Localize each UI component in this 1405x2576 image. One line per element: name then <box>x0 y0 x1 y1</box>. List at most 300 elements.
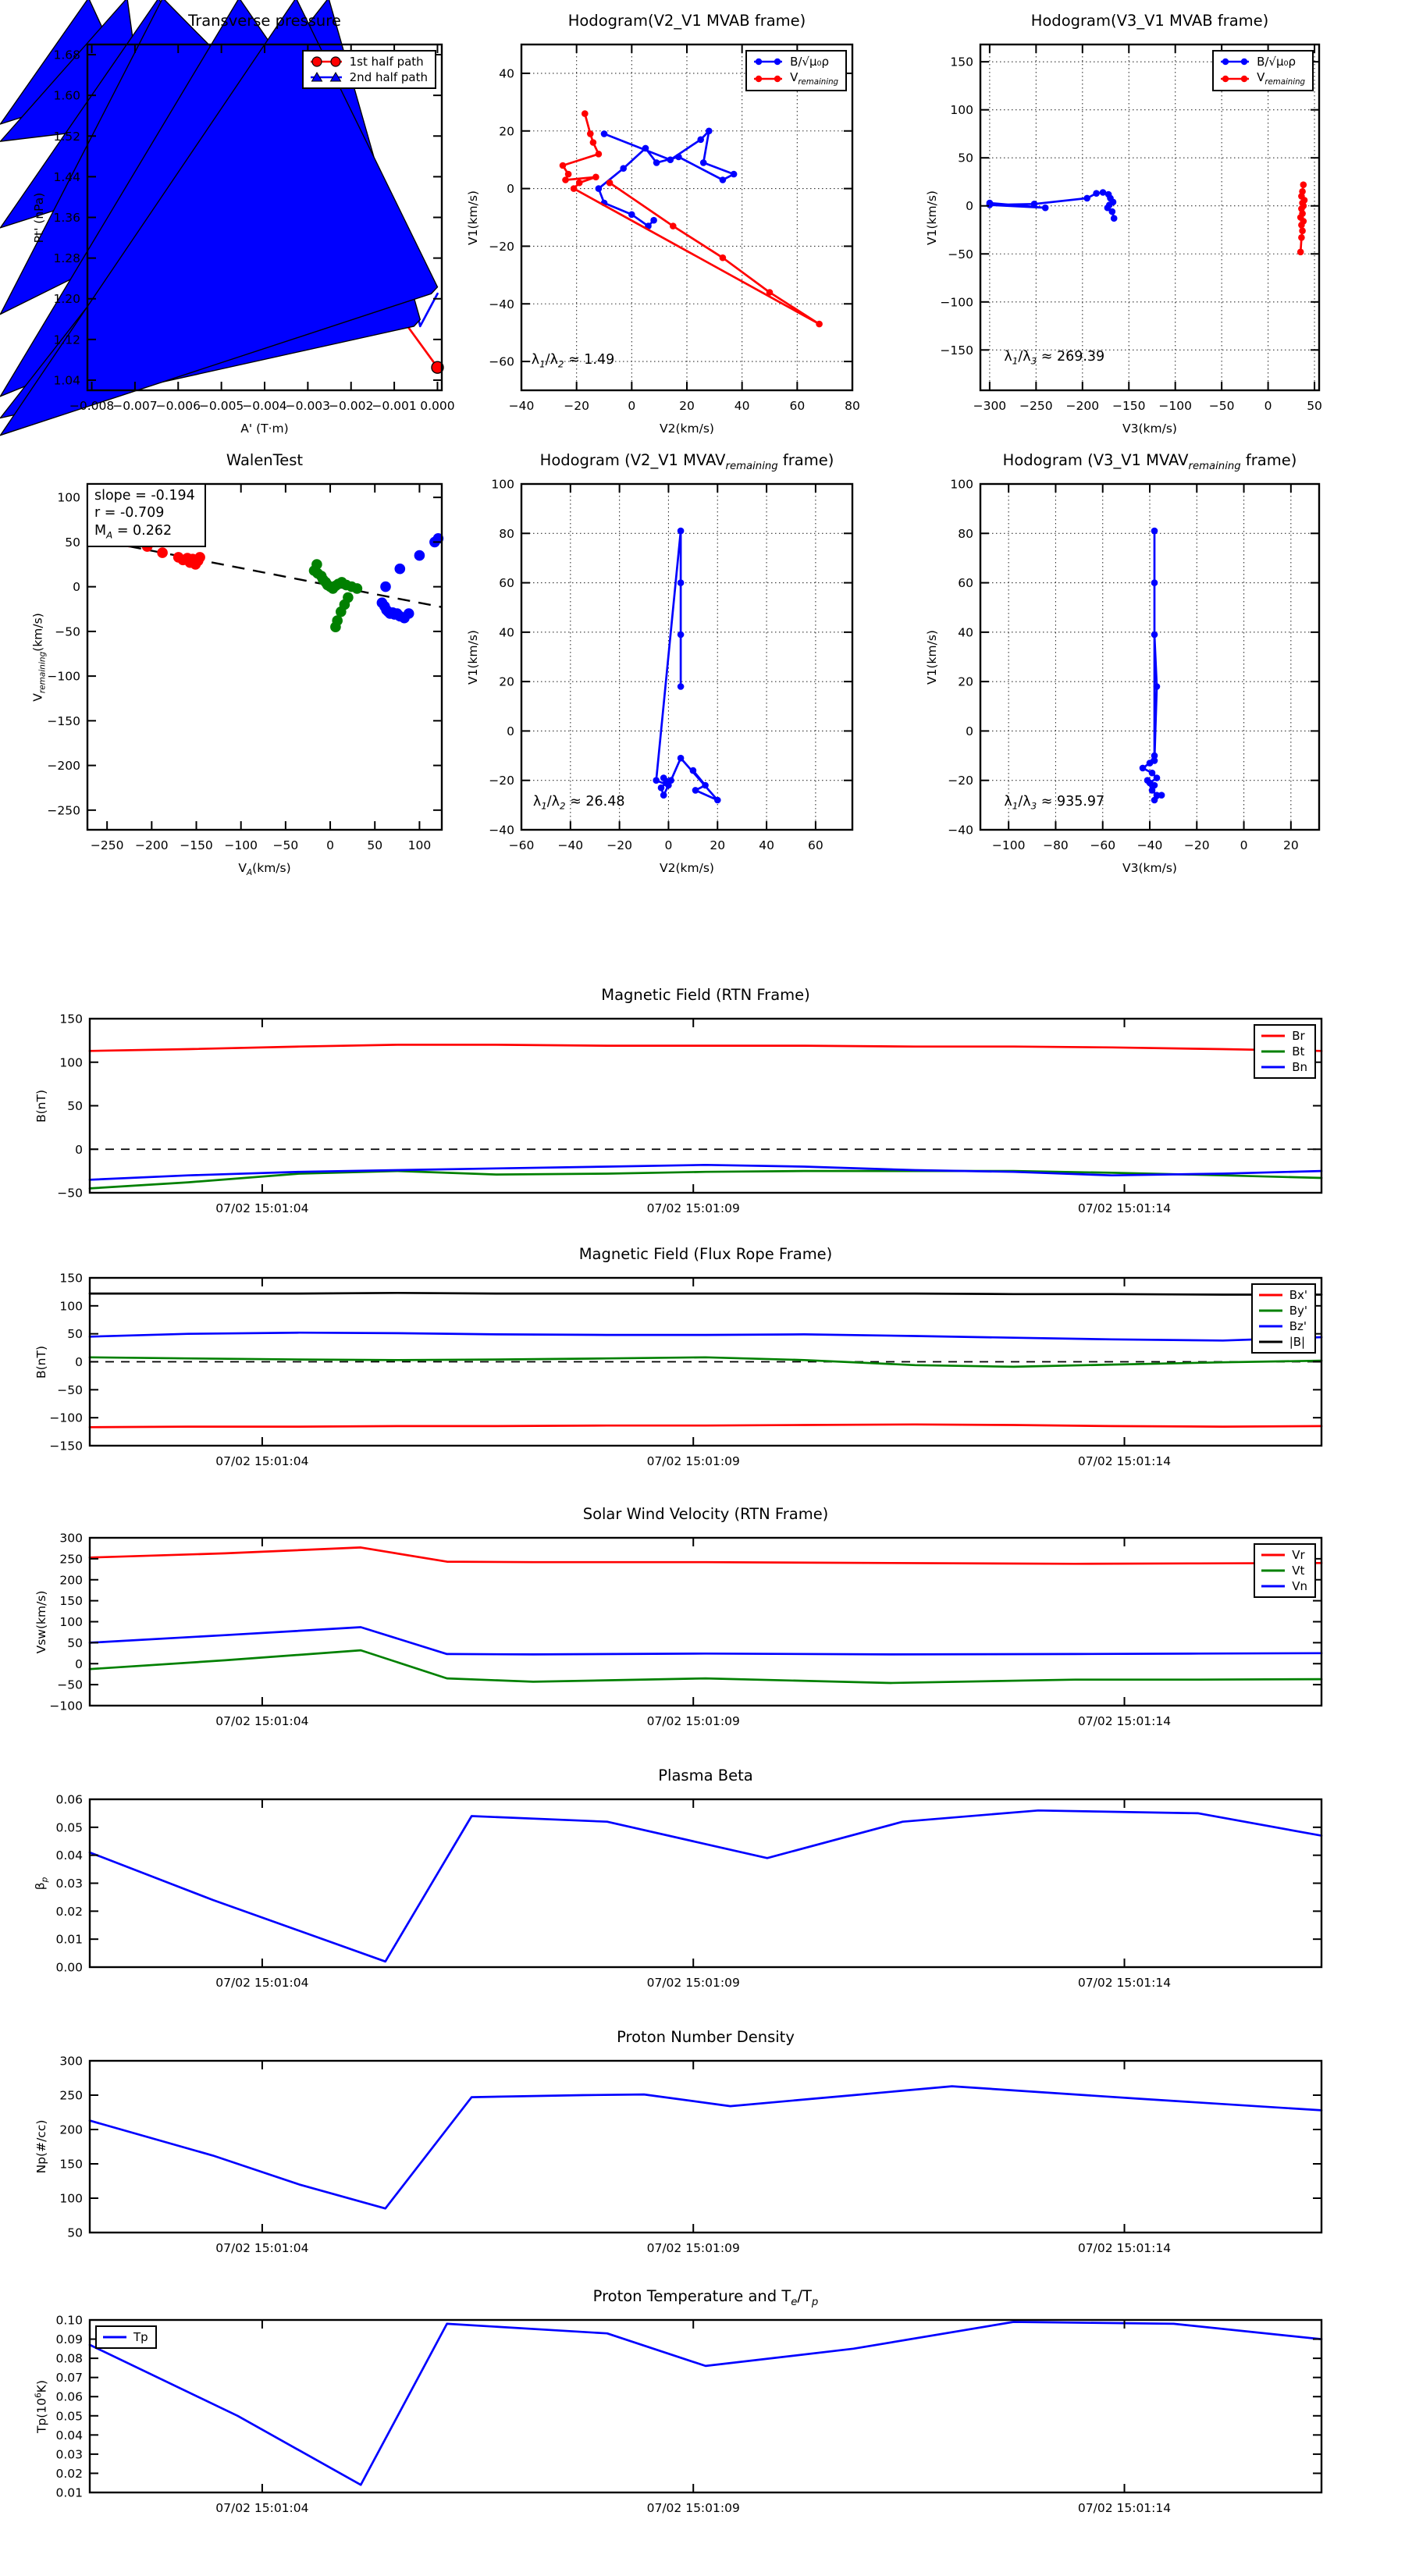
svg-text:50: 50 <box>67 1327 83 1342</box>
series-Vt <box>90 1650 1321 1683</box>
svg-text:−50: −50 <box>272 838 299 852</box>
svg-text:−100: −100 <box>991 838 1026 852</box>
svg-text:0.08: 0.08 <box>55 2351 83 2366</box>
svg-text:100: 100 <box>59 2191 83 2206</box>
svg-text:40: 40 <box>499 66 514 81</box>
axes-box <box>521 484 852 830</box>
svg-text:300: 300 <box>59 1531 83 1546</box>
svg-text:−40: −40 <box>489 297 514 311</box>
tick-labels <box>55 2314 1171 2516</box>
svg-text:07/02 15:01:14: 07/02 15:01:14 <box>1077 2241 1172 2255</box>
svg-text:80: 80 <box>499 526 514 541</box>
chart-p4 <box>0 437 459 888</box>
series-B/sqrt(mu0 rho) <box>596 128 738 229</box>
chart-svg <box>2 2014 1339 2290</box>
y-axis-label: V1(km/s) <box>466 629 480 685</box>
plot-title: Magnetic Field (Flux Rope Frame) <box>578 1245 833 1263</box>
legend-label: By' <box>1289 1304 1307 1318</box>
legend <box>1251 1283 1316 1354</box>
svg-text:−60: −60 <box>489 354 514 369</box>
legend-label: Vt <box>1292 1564 1305 1578</box>
svg-text:−80: −80 <box>1043 838 1069 852</box>
plot-title: Proton Number Density <box>617 2028 795 2046</box>
x-axis-label: V2(km/s) <box>660 861 714 875</box>
chart-svg <box>0 437 459 888</box>
svg-text:150: 150 <box>59 1594 83 1609</box>
axes-box <box>90 1799 1321 1967</box>
svg-text:−150: −150 <box>47 713 80 728</box>
svg-text:−0.003: −0.003 <box>285 399 331 413</box>
legend-item <box>1260 1579 1307 1593</box>
svg-text:20: 20 <box>710 838 726 852</box>
chart-svg <box>2 1752 1339 2025</box>
series-beta_p <box>90 1810 1321 1962</box>
svg-text:100: 100 <box>59 1615 83 1629</box>
legend-sample <box>1218 55 1251 69</box>
svg-text:0.06: 0.06 <box>55 1792 83 1807</box>
svg-text:1.68: 1.68 <box>53 48 80 62</box>
svg-text:0: 0 <box>966 199 973 214</box>
legend-item <box>308 70 428 84</box>
svg-text:0: 0 <box>75 1142 83 1157</box>
svg-text:0.00: 0.00 <box>55 1960 83 1975</box>
svg-text:07/02 15:01:09: 07/02 15:01:09 <box>646 2241 740 2255</box>
series-V hodogram <box>1140 528 1165 804</box>
plot-title: Transverse pressure <box>188 12 341 30</box>
svg-text:50: 50 <box>67 1635 83 1650</box>
chart-ts6 <box>2 2273 1339 2550</box>
x-axis-label: V3(km/s) <box>1122 422 1177 436</box>
y-axis-label: $V_{remaining}(km/s)$ <box>30 612 48 702</box>
svg-text:0.07: 0.07 <box>55 2371 83 2386</box>
svg-text:1.04: 1.04 <box>53 373 80 388</box>
chart-ts2 <box>2 1231 1339 1503</box>
svg-text:−0.002: −0.002 <box>329 399 374 413</box>
legend-item <box>752 55 838 69</box>
svg-text:−40: −40 <box>489 823 514 838</box>
svg-text:0.04: 0.04 <box>55 2428 83 2443</box>
svg-text:−50: −50 <box>55 624 80 639</box>
legend-sample <box>1218 72 1251 86</box>
legend <box>95 2325 157 2349</box>
svg-text:20: 20 <box>679 399 695 413</box>
legend <box>302 50 436 89</box>
svg-text:07/02 15:01:09: 07/02 15:01:09 <box>646 2501 740 2515</box>
svg-text:−300: −300 <box>973 399 1007 413</box>
svg-text:20: 20 <box>1282 838 1299 852</box>
svg-text:80: 80 <box>845 399 860 413</box>
svg-text:100: 100 <box>57 490 80 505</box>
svg-text:07/02 15:01:04: 07/02 15:01:04 <box>215 1454 309 1468</box>
svg-text:1.36: 1.36 <box>53 211 80 225</box>
svg-text:0.05: 0.05 <box>55 2409 83 2424</box>
svg-text:−40: −40 <box>948 823 973 838</box>
series-Np <box>90 2087 1321 2209</box>
svg-text:200: 200 <box>59 2122 83 2137</box>
lambda-annotation: $\lambda_1/\lambda_3 \approx 935.97$ <box>1004 793 1105 812</box>
svg-text:−150: −150 <box>940 343 973 358</box>
svg-text:−250: −250 <box>47 803 80 818</box>
chart-svg <box>2 1231 1339 1503</box>
svg-text:0.04: 0.04 <box>55 1848 83 1863</box>
tick-labels <box>57 1012 1171 1216</box>
legend <box>1254 1543 1316 1598</box>
svg-text:−20: −20 <box>489 239 514 254</box>
lambda-annotation: $\lambda_1/\lambda_2 \approx 1.49$ <box>531 352 615 370</box>
gridlines <box>521 484 852 830</box>
svg-text:250: 250 <box>59 1552 83 1567</box>
legend-sample <box>1260 1029 1286 1043</box>
svg-text:150: 150 <box>950 55 973 69</box>
chart-p3 <box>893 0 1336 448</box>
svg-text:300: 300 <box>59 2054 83 2069</box>
series-V_remaining <box>560 110 823 327</box>
svg-text:60: 60 <box>808 838 823 852</box>
svg-text:100: 100 <box>491 477 514 492</box>
y-axis-label: V1(km/s) <box>466 190 480 245</box>
svg-text:0: 0 <box>664 838 673 852</box>
svg-text:0: 0 <box>507 182 514 197</box>
legend-label: |B| <box>1289 1335 1306 1349</box>
x-axis-label: V3(km/s) <box>1122 861 1177 875</box>
svg-text:20: 20 <box>499 674 514 689</box>
svg-text:1.12: 1.12 <box>53 333 80 347</box>
x-axis-label: V2(km/s) <box>660 422 714 436</box>
svg-text:40: 40 <box>958 625 973 640</box>
lambda-annotation: $\lambda_1/\lambda_3 \approx 269.39$ <box>1004 348 1105 367</box>
svg-text:0.02: 0.02 <box>55 1904 83 1919</box>
svg-text:−100: −100 <box>940 295 973 310</box>
legend-sample <box>1257 1288 1284 1302</box>
svg-text:100: 100 <box>407 838 432 852</box>
y-axis-label: V1(km/s) <box>925 629 939 685</box>
svg-text:−20: −20 <box>606 838 632 852</box>
svg-text:07/02 15:01:04: 07/02 15:01:04 <box>215 1201 309 1215</box>
svg-text:−40: −40 <box>1136 838 1163 852</box>
svg-text:50: 50 <box>67 1099 83 1113</box>
legend-item <box>1260 1029 1307 1043</box>
svg-text:−60: −60 <box>508 838 535 852</box>
svg-text:250: 250 <box>59 2088 83 2103</box>
svg-text:100: 100 <box>950 477 973 492</box>
svg-text:07/02 15:01:09: 07/02 15:01:09 <box>646 1201 740 1215</box>
gridlines <box>980 44 1319 390</box>
svg-text:−20: −20 <box>948 774 973 788</box>
svg-text:0.09: 0.09 <box>55 2332 83 2347</box>
svg-text:−150: −150 <box>49 1439 83 1453</box>
plot-title: Proton Temperature and $T_e/T_p$ <box>592 2287 819 2308</box>
legend-sample <box>1260 1548 1286 1562</box>
tick-labels <box>49 1532 1171 1729</box>
legend-sample <box>308 55 344 69</box>
svg-text:0.000: 0.000 <box>420 399 455 413</box>
legend-sample <box>308 70 344 84</box>
gridlines <box>521 44 852 390</box>
series-V hodogram <box>653 528 720 804</box>
svg-text:−50: −50 <box>57 1678 83 1692</box>
chart-p2 <box>434 0 870 448</box>
tick-labels <box>49 1272 1171 1469</box>
svg-text:100: 100 <box>59 1299 83 1314</box>
svg-text:−20: −20 <box>1183 838 1210 852</box>
series-B/sqrt(mu0 rho) <box>987 189 1118 222</box>
series-middle <box>309 559 363 632</box>
svg-text:0.01: 0.01 <box>55 1932 83 1947</box>
series-Vr <box>90 1547 1321 1564</box>
svg-text:−200: −200 <box>1065 399 1100 413</box>
svg-text:07/02 15:01:09: 07/02 15:01:09 <box>646 1976 740 1990</box>
svg-text:−200: −200 <box>47 759 80 774</box>
chart-svg <box>2 1491 1339 1763</box>
y-axis-label: Pt' (nPa) <box>32 192 46 243</box>
gridlines <box>980 484 1319 830</box>
svg-text:07/02 15:01:14: 07/02 15:01:14 <box>1077 1976 1172 1990</box>
svg-text:0.01: 0.01 <box>55 2485 83 2500</box>
svg-text:0.05: 0.05 <box>55 1820 83 1835</box>
svg-text:−150: −150 <box>180 838 213 852</box>
tick-labels <box>59 2055 1171 2256</box>
series-Br <box>90 1044 1321 1051</box>
legend-sample <box>1257 1335 1284 1349</box>
stats-line: $M_A = 0.262$ <box>94 522 173 541</box>
svg-text:−100: −100 <box>49 1699 83 1713</box>
legend-label: Bx' <box>1289 1288 1307 1302</box>
legend-item <box>1260 1564 1307 1578</box>
chart-ts5 <box>2 2014 1339 2290</box>
svg-text:60: 60 <box>958 576 973 591</box>
legend-label: Br <box>1292 1029 1305 1043</box>
svg-text:−50: −50 <box>1208 399 1235 413</box>
svg-text:20: 20 <box>499 124 514 139</box>
svg-text:07/02 15:01:14: 07/02 15:01:14 <box>1077 1201 1172 1215</box>
legend-item <box>1257 1319 1307 1333</box>
series-Vn <box>90 1628 1321 1655</box>
legend-sample <box>752 72 784 86</box>
svg-text:0: 0 <box>507 724 514 738</box>
chart-ts3 <box>2 1491 1339 1763</box>
series-Tp <box>90 2322 1321 2485</box>
plot-title: Hodogram (V2_V1 $MVAV_{remaining}$ frame) <box>539 451 834 472</box>
y-axis-label: Vsw(km/s) <box>34 1590 48 1653</box>
svg-text:−20: −20 <box>489 774 514 788</box>
plot-title: Magnetic Field (RTN Frame) <box>601 986 810 1004</box>
fit-line <box>87 538 442 607</box>
svg-text:0: 0 <box>73 580 80 595</box>
legend-sample <box>1257 1319 1284 1333</box>
legend-sample <box>1260 1579 1286 1593</box>
chart-svg <box>2 2273 1339 2550</box>
svg-text:−0.006: −0.006 <box>155 399 201 413</box>
svg-text:−100: −100 <box>49 1411 83 1425</box>
legend-item <box>1260 1044 1307 1059</box>
svg-text:1.44: 1.44 <box>53 169 80 184</box>
y-axis-label: B(nT) <box>34 1345 48 1379</box>
legend-item <box>1257 1335 1307 1349</box>
svg-text:50: 50 <box>65 535 80 550</box>
svg-text:20: 20 <box>958 674 973 689</box>
legend-item <box>1260 1060 1307 1074</box>
legend-sample <box>1257 1304 1284 1318</box>
plot-title: Hodogram(V3_V1 MVAB frame) <box>1030 12 1269 30</box>
svg-text:50: 50 <box>1307 399 1322 413</box>
legend-sample <box>1260 1044 1286 1059</box>
legend-label: $V_{remaining}$ <box>790 70 838 87</box>
svg-text:0: 0 <box>75 1656 83 1671</box>
legend-item <box>752 70 838 87</box>
svg-text:0.02: 0.02 <box>55 2466 83 2481</box>
svg-text:−100: −100 <box>1158 399 1192 413</box>
svg-text:07/02 15:01:09: 07/02 15:01:09 <box>646 1454 740 1468</box>
series-Bx' <box>90 1425 1321 1428</box>
svg-text:07/02 15:01:14: 07/02 15:01:14 <box>1077 1454 1172 1468</box>
svg-text:50: 50 <box>67 2226 83 2240</box>
svg-text:07/02 15:01:04: 07/02 15:01:04 <box>215 2501 309 2515</box>
y-axis-label: B(nT) <box>34 1089 48 1123</box>
legend <box>1254 1024 1316 1079</box>
svg-text:60: 60 <box>499 576 514 591</box>
legend-label: Tp <box>133 2330 148 2344</box>
svg-text:−50: −50 <box>948 247 973 262</box>
plot-title: WalenTest <box>226 451 304 469</box>
svg-text:0.10: 0.10 <box>55 2313 83 2328</box>
y-axis-label: $Tp(10^6K)$ <box>34 2379 49 2433</box>
legend-label: Vr <box>1292 1548 1305 1562</box>
svg-text:1.28: 1.28 <box>53 251 80 266</box>
svg-text:07/02 15:01:14: 07/02 15:01:14 <box>1077 2501 1172 2515</box>
chart-svg <box>434 437 870 888</box>
svg-text:−100: −100 <box>224 838 258 852</box>
plot-title: Solar Wind Velocity (RTN Frame) <box>582 1505 829 1523</box>
plot-title: Hodogram(V2_V1 MVAB frame) <box>567 12 806 30</box>
legend-label: Bn <box>1292 1060 1307 1074</box>
svg-text:−150: −150 <box>1112 399 1146 413</box>
svg-text:−50: −50 <box>57 1186 83 1201</box>
svg-text:07/02 15:01:09: 07/02 15:01:09 <box>646 1714 740 1728</box>
svg-text:0: 0 <box>1264 399 1272 413</box>
chart-p1 <box>0 0 459 448</box>
legend-sample <box>101 2330 128 2344</box>
stats-line: r = -0.709 <box>94 505 165 521</box>
svg-text:07/02 15:01:04: 07/02 15:01:04 <box>215 2241 309 2255</box>
chart-svg <box>2 972 1339 1251</box>
axes-box <box>90 2061 1321 2233</box>
legend-item <box>1218 70 1305 87</box>
axis-ticks <box>90 1799 1321 1967</box>
stats-box <box>87 483 206 547</box>
svg-text:0.03: 0.03 <box>55 1877 83 1891</box>
legend <box>1212 50 1314 91</box>
svg-text:150: 150 <box>59 2157 83 2172</box>
legend-label: B/√μ₀ρ <box>790 55 830 69</box>
svg-text:−0.007: −0.007 <box>112 399 158 413</box>
svg-text:−50: −50 <box>57 1382 83 1397</box>
chart-ts1 <box>2 972 1339 1251</box>
legend-label: $V_{remaining}$ <box>1257 70 1305 87</box>
svg-text:0: 0 <box>326 838 334 852</box>
svg-text:150: 150 <box>59 1012 83 1026</box>
svg-text:−60: −60 <box>1090 838 1116 852</box>
svg-text:40: 40 <box>734 399 750 413</box>
svg-text:−20: −20 <box>564 399 590 413</box>
series-|B| <box>90 1293 1321 1294</box>
legend-item <box>1257 1304 1307 1318</box>
svg-text:−40: −40 <box>508 399 535 413</box>
legend <box>745 50 847 91</box>
svg-text:40: 40 <box>499 625 514 640</box>
lambda-annotation: $\lambda_1/\lambda_2 \approx 26.48$ <box>532 793 625 812</box>
legend-sample <box>1260 1564 1286 1578</box>
legend-item <box>101 2330 148 2344</box>
svg-text:0: 0 <box>966 724 973 738</box>
legend-sample <box>1260 1060 1286 1074</box>
legend-item <box>308 55 428 69</box>
legend-label: 1st half path <box>349 55 424 69</box>
legend-label: B/√μ₀ρ <box>1257 55 1297 69</box>
y-axis-label: $\beta_p$ <box>33 1877 50 1890</box>
svg-text:100: 100 <box>59 1055 83 1070</box>
y-axis-label: Np(#/cc) <box>34 2119 48 2174</box>
plot-title: Plasma Beta <box>658 1767 753 1784</box>
svg-text:−0.001: −0.001 <box>372 399 417 413</box>
series-Bz' <box>90 1332 1321 1340</box>
x-axis-label: A' (T·m) <box>240 422 289 436</box>
svg-text:100: 100 <box>950 103 973 118</box>
svg-text:1.52: 1.52 <box>53 129 80 144</box>
svg-text:−0.005: −0.005 <box>198 399 244 413</box>
svg-text:1.60: 1.60 <box>53 88 80 103</box>
chart-ts4 <box>2 1752 1339 2025</box>
axes-box <box>90 2320 1321 2492</box>
legend-label: Bt <box>1292 1044 1305 1059</box>
legend-label: Bz' <box>1289 1319 1307 1333</box>
axis-ticks <box>90 2061 1321 2233</box>
legend-sample <box>752 55 784 69</box>
chart-p6 <box>893 437 1336 888</box>
svg-text:−0.008: −0.008 <box>69 399 115 413</box>
legend-item <box>1257 1288 1307 1302</box>
legend-label: 2nd half path <box>349 70 428 84</box>
stats-line: slope = -0.194 <box>94 488 195 503</box>
legend-item <box>1218 55 1305 69</box>
chart-svg <box>893 437 1336 888</box>
svg-text:−40: −40 <box>557 838 584 852</box>
svg-text:−250: −250 <box>1019 399 1053 413</box>
svg-text:40: 40 <box>759 838 774 852</box>
svg-text:0.06: 0.06 <box>55 2389 83 2404</box>
svg-text:60: 60 <box>789 399 806 413</box>
svg-text:0.03: 0.03 <box>55 2447 83 2462</box>
axis-ticks <box>521 484 852 830</box>
svg-text:0: 0 <box>628 399 636 413</box>
svg-text:80: 80 <box>958 526 973 541</box>
svg-text:07/02 15:01:04: 07/02 15:01:04 <box>215 1976 309 1990</box>
svg-text:200: 200 <box>59 1573 83 1588</box>
series-V_remaining <box>1297 181 1307 255</box>
svg-text:50: 50 <box>958 151 973 165</box>
x-axis-label: $V_A(km/s)$ <box>238 861 291 878</box>
legend-label: Vn <box>1292 1579 1307 1593</box>
svg-text:−100: −100 <box>47 669 80 684</box>
plot-title: Hodogram (V3_V1 $MVAV_{remaining}$ frame) <box>1002 451 1297 472</box>
chart-p5 <box>434 437 870 888</box>
svg-text:150: 150 <box>59 1271 83 1286</box>
svg-text:1.20: 1.20 <box>53 292 80 307</box>
svg-text:50: 50 <box>367 838 383 852</box>
legend-item <box>1260 1548 1307 1562</box>
svg-text:−250: −250 <box>90 838 124 852</box>
svg-text:0: 0 <box>1240 838 1248 852</box>
y-axis-label: V1(km/s) <box>925 190 939 245</box>
